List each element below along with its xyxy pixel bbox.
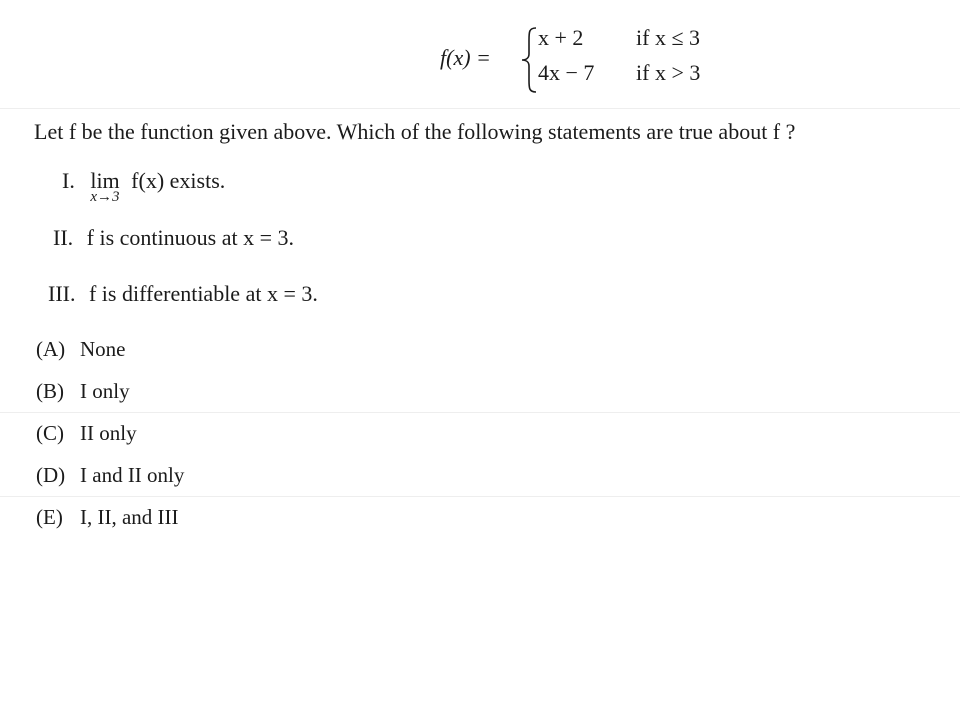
- scan-artifact: [0, 108, 960, 109]
- choice-letter: (C): [36, 421, 64, 445]
- statement-2: [53, 225, 294, 251]
- choice-letter: (E): [36, 505, 63, 529]
- statement-text: f(x) exists.: [131, 168, 226, 193]
- statement-numeral: II.: [53, 225, 74, 250]
- statement-numeral: I.: [62, 168, 75, 193]
- limit-subscript: x→3: [90, 189, 120, 205]
- case-2-condition: if x > 3: [636, 60, 701, 85]
- choice-letter: (A): [36, 337, 66, 361]
- scan-artifact: [0, 496, 960, 497]
- choice-c[interactable]: [36, 421, 137, 446]
- choice-text: I and II only: [80, 463, 185, 487]
- choice-d[interactable]: [36, 463, 184, 488]
- choice-text: I only: [80, 379, 130, 403]
- limit-operator: [90, 168, 120, 205]
- statement-3: [48, 281, 318, 307]
- limit-label: lim: [90, 168, 120, 193]
- statement-numeral: III.: [48, 281, 76, 306]
- choice-a[interactable]: [36, 337, 126, 362]
- case-1-expression: x + 2: [538, 25, 584, 50]
- function-lhs: f(x) =: [440, 45, 491, 70]
- choice-e[interactable]: [36, 505, 179, 530]
- question-text: Let f be the function given above. Which of the following statements are true about f ?: [34, 119, 796, 144]
- choice-text: II only: [80, 421, 137, 445]
- statement-text: f is differentiable at x = 3.: [88, 281, 318, 306]
- statement-1: [62, 168, 226, 205]
- statement-text: f is continuous at x = 3.: [86, 225, 294, 250]
- case-1-condition: if x ≤ 3: [636, 25, 701, 50]
- choice-text: None: [80, 337, 126, 361]
- choice-b[interactable]: [36, 379, 130, 404]
- choice-letter: (B): [36, 379, 64, 403]
- scan-artifact: [0, 412, 960, 413]
- choice-text: I, II, and III: [80, 505, 179, 529]
- choice-letter: (D): [36, 463, 66, 487]
- case-2-expression: 4x − 7: [538, 60, 595, 85]
